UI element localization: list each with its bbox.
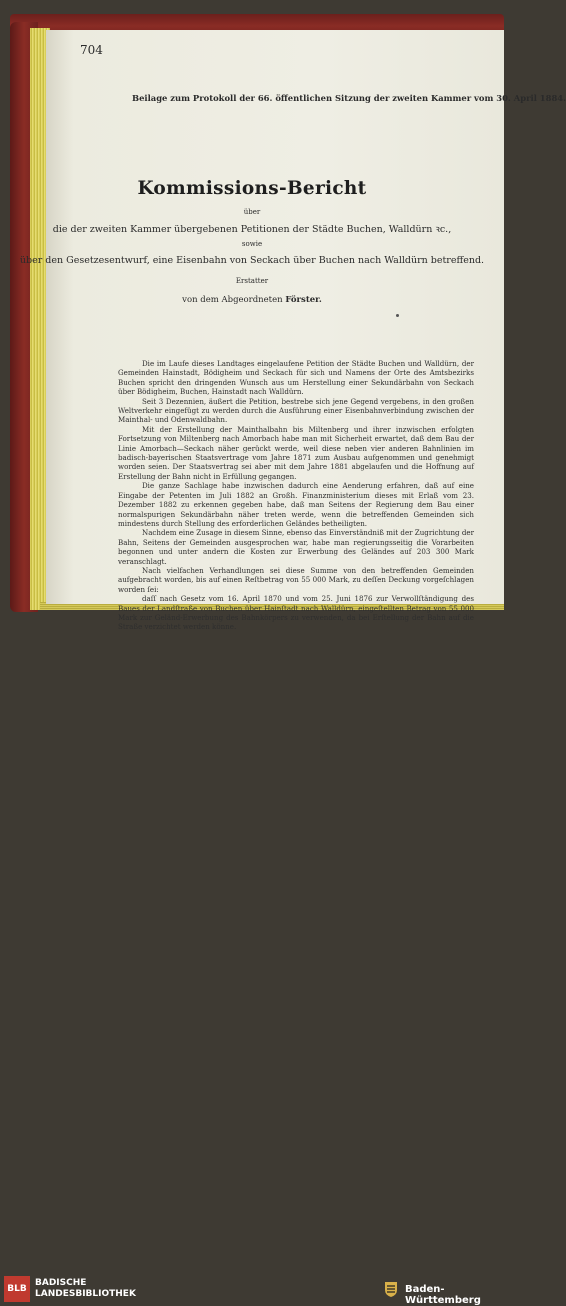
page-header-beilage: Beilage zum Protokoll der 66. öffentlichen Sitzung der zweiten Kammer vom 30. April 1884. (132, 93, 566, 103)
paragraph: Seit 3 Dezennien, äußert die Petition, bestrebe sich jene Gegend vergebens, in den großen Weltverkehr eingefügt zu werden durch die Ausführung einer Eisenbahnverbindung zwischen der Mainthal- und Odenwaldbahn. (118, 396, 474, 425)
paragraph: Mit der Erstellung der Mainthalbahn bis Miltenberg und ihrer inzwischen erfolgten Fortsetzung von Miltenberg nach Amorbach habe man mit Sicherheit erwartet, daß dem Bau der Linie Amorbach—Seckach näher gerückt werde, weil diese neben vier anderen Bahnlinien im badisch-bayerischen Staatsvertrage vom Jahre 1871 zum Ausbau aufgenommen und genehmigt worden seien. Der Staatsvertrag sei aber mit dem Jahre 1881 abgelaufen und die Hoffnung auf Erstellung der Bahn nicht in Erfüllung gegangen. (118, 424, 474, 481)
paragraph: Die ganze Sachlage habe inzwischen dadurch eine Aenderung erfahren, daß auf eine Eingabe der Petenten im Juli 1882 an Großh. Finanzministerium dieses mit Erlaß vom 23. Dezember 1882 zu erkennen gegeben habe, daß man Seitens der Regierung dem Bau einer normalspurigen Sekundärbahn näher treten werde, wenn die betreffenden Gemeinden sich mindestens durch Stellung des erforderlichen Geländes betheiligten. (118, 481, 474, 528)
paragraph: Die im Laufe dieses Landtages eingelaufene Petition der Städte Buchen und Walldürn, der Gemeinden Hainstadt, Bödigheim und Seckach für sich und Namens der Orte des Amtsbezirks Buchen spricht den dringenden Wunsch aus um Herstellung einer Sekundärbahn von Seckach über Bödigheim, Buchen, Hainstadt nach Walldürn. (118, 359, 474, 397)
blb-logo[interactable]: BLB (4, 1276, 30, 1302)
blb-name-line2: LANDESBIBLIOTHEK (35, 1289, 136, 1299)
page-number: 704 (80, 43, 103, 57)
blb-name-line1: BADISCHE (35, 1278, 87, 1288)
paragraph: Nachdem eine Zusage in diesem Sinne, ebenso das Einverständniß mit der Zugrichtung der Bahn, Seitens der Gemeinden ausgesprochen war, habe man regierungsseitig die Vorarbeiten begonnen und unter andern die Kosten zur Erwerbung des Geländes auf 203 300 Mark veranschlagt. (118, 528, 474, 566)
rapporteur-prefix: von dem Abgeordneten (182, 295, 283, 305)
rapporteur-name: Förster. (285, 295, 322, 305)
blb-name[interactable] (35, 1278, 136, 1300)
report-body (118, 359, 474, 632)
title-ueber: über (243, 208, 261, 216)
subtitle-gesetzesentwurf: über den Gesetzesentwurf, eine Eisenbahn von Seckach über Buchen nach Walldürn betreffend. (19, 255, 485, 266)
paragraph: Nach vielfachen Verhandlungen sei diese Summe von den betreffenden Gemeinden aufgebracht worden, bis auf einen Reſtbetrag von 55 000 Mark, zu deſſen Deckung vorgeſchlagen worden ſei: (118, 565, 474, 594)
title-sowie: sowie (241, 240, 263, 248)
book-scan (0, 0, 566, 636)
baden-wuerttemberg-crest-icon[interactable] (382, 1280, 400, 1298)
subtitle-petitions: die der zweiten Kammer übergebenen Petitionen der Städte Buchen, Walldürn ꝛc., (52, 224, 452, 235)
erstatter-label: Erstatter (235, 277, 269, 285)
document-title: Kommissions-Bericht (137, 178, 367, 199)
footer-bar (0, 636, 504, 1306)
rapporteur-line (0, 295, 504, 305)
paragraph: daſſ nach Gesetz vom 16. April 1870 und vom 25. Juni 1876 zur Verwollſtändigung des Baues der Landſtraße von Buchen über Hainſtadt nach Walldürn, eingeſtellten Betrag von 55 000 Mark zur Geländ-Erwerbung des Bahnkörpers zu verwenden, da bei Erſtellung der Bahn auf die Straße verzichtet werden könne. (118, 594, 474, 632)
separator-dot (396, 314, 399, 317)
baden-wuerttemberg-label[interactable]: Baden-Württemberg (405, 1284, 481, 1306)
